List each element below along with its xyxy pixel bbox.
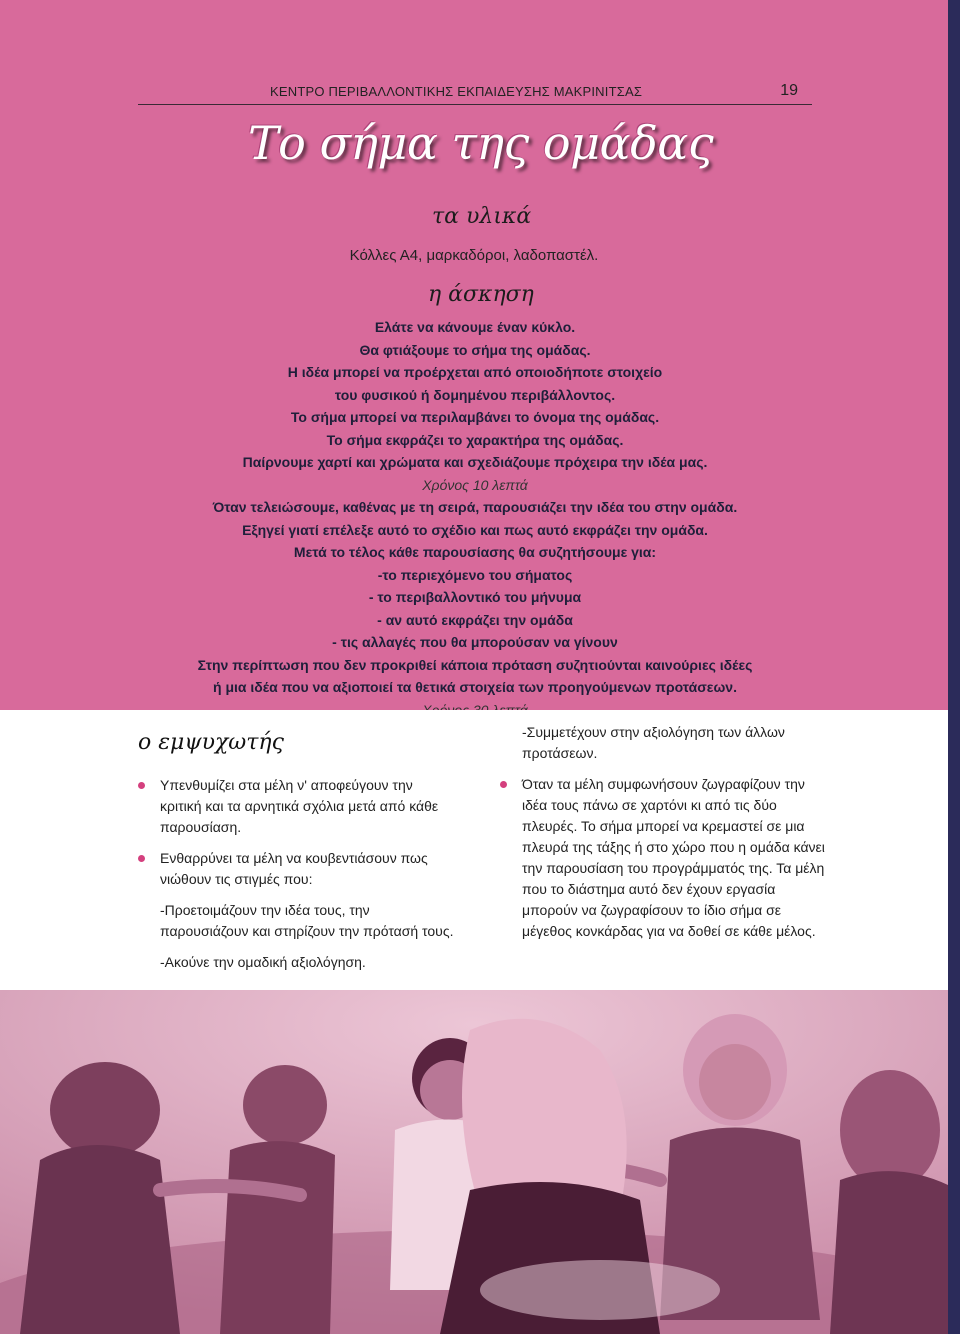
page-number: 19: [780, 82, 798, 99]
exercise-instructions: [100, 316, 850, 721]
bullet-icon: [138, 782, 145, 789]
bullet-text: Υπενθυμίζει στα μέλη ν' αποφεύγουν την κριτική και τα αρνητικά σχόλια μετά από κάθε παρουσίαση.: [160, 777, 439, 835]
bullet-icon: [138, 855, 145, 862]
running-header: [138, 84, 812, 105]
bullet-text: Ενθαρρύνει τα μέλη να κουβεντιάσουν πως νιώθουν τις στιγμές που:: [160, 850, 428, 887]
materials-heading: τα υλικά: [432, 204, 532, 229]
animator-bullet: [138, 848, 458, 890]
header-org: ΚΕΝΤΡΟ ΠΕΡΙΒΑΛΛΟΝΤΙΚΗΣ ΕΚΠΑΙΔΕΥΣΗΣ ΜΑΚΡΙΝΙΤΣΑΣ: [270, 84, 643, 99]
animator-subpoint: -Προετοιμάζουν την ιδέα τους, την παρουσιάζουν και στηρίζουν την πρότασή τους.: [160, 902, 454, 939]
instruction-line: Εξηγεί γιατί επέλεξε αυτό το σχέδιο και πως αυτό εκφράζει την ομάδα.: [242, 521, 708, 538]
instruction-line: Η ιδέα μπορεί να προέρχεται από οποιοδήποτε στοιχείο: [287, 364, 663, 380]
page-title: Το σήμα της ομάδας: [248, 116, 714, 170]
edge-strip: [948, 0, 960, 1334]
animator-bullet: [138, 775, 458, 838]
photo-illustration: [0, 990, 948, 1334]
materials-text: Κόλλες Α4, μαρκαδόροι, λαδοπαστέλ.: [349, 247, 599, 264]
exercise-heading: η άσκηση: [428, 282, 534, 307]
instruction-line: Όταν τελειώσουμε, καθένας με τη σειρά, παρουσιάζει την ιδέα του στην ομάδα.: [212, 499, 738, 515]
instruction-line: Παίρνουμε χαρτί και χρώματα και σχεδιάζουμε πρόχειρα την ιδέα μας.: [242, 454, 708, 470]
instruction-line: ή μια ιδέα που να αξιοποιεί τα θετικά στοιχεία των προηγούμενων προτάσεων.: [213, 679, 737, 695]
animator-heading: ο εμψυχωτής: [138, 730, 284, 755]
instruction-line: Ελάτε να κάνουμε έναν κύκλο.: [374, 319, 576, 335]
instruction-line: Το σήμα εκφράζει το χαρακτήρα της ομάδας.: [326, 431, 624, 448]
instruction-line: Το σήμα μπορεί να περιλαμβάνει το όνομα της ομάδας.: [290, 409, 660, 425]
instruction-line: -το περιεχόμενο του σήματος: [377, 566, 573, 583]
instruction-line: Στην περίπτωση που δεν προκριθεί κάποια πρόταση συζητιούνται καινούριες ιδέες: [197, 656, 753, 673]
children-dancing-photo: [0, 990, 948, 1334]
instruction-line: Θα φτιάξουμε το σήμα της ομάδας.: [359, 341, 591, 358]
instruction-line: Μετά το τέλος κάθε παρουσίασης θα συζητήσουμε για:: [293, 544, 657, 560]
instruction-line: - αν αυτό εκφράζει την ομάδα: [377, 611, 573, 628]
instruction-line: - τις αλλαγές που θα μπορούσαν να γίνουν: [332, 634, 618, 650]
instruction-line: - το περιβαλλοντικό του μήνυμα: [368, 589, 582, 605]
animator-left-column: [138, 730, 458, 983]
bullet-text: Όταν τα μέλη συμφωνήσουν ζωγραφίζουν την ιδέα τους πάνω σε χαρτόνι κι από τις δύο πλευρές. Το σήμα μπορεί να κρεμαστεί σε μια πλευρά της τάξης ή στο χώρο που η ομάδα κάνει την παρουσίαση του προγράμματός της. Τα μέλη που το διάστημα αυτό δεν έχουν εργασία μπορούν να ζωγραφίσουν το ίδιο σήμα σε μέγεθος κονκάρδας για να δοθεί σε κάθε μέλος.: [522, 776, 825, 939]
animator-bullet: [500, 774, 830, 942]
animator-subpoint: -Συμμετέχουν στην αξιολόγηση των άλλων προτάσεων.: [522, 724, 785, 761]
time-note: Χρόνος 10 λεπτά: [422, 476, 528, 493]
instruction-line: του φυσικού ή δομημένου περιβάλλοντος.: [334, 386, 616, 403]
bullet-icon: [500, 781, 507, 788]
animator-right-column: [500, 722, 830, 952]
animator-subpoint: -Ακούνε την ομαδική αξιολόγηση.: [160, 954, 366, 970]
